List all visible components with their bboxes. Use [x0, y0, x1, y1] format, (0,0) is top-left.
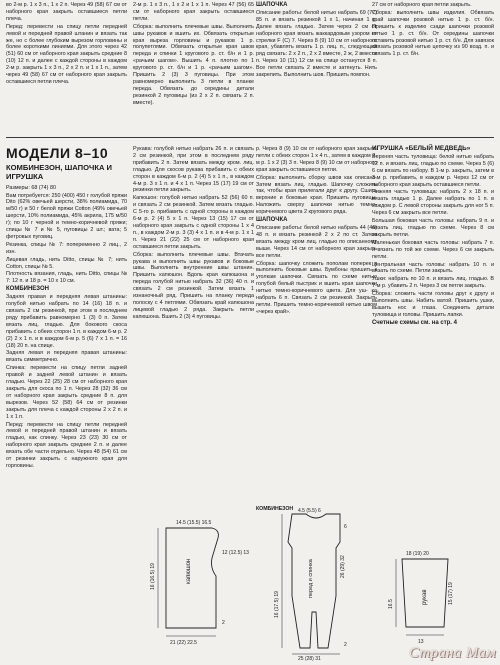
low-column-4	[372, 146, 494, 328]
hood-pattern-diagram	[140, 518, 250, 648]
hood-dimension: 14.5 (15.5) 16.5	[176, 520, 212, 526]
text-paragraph: Задняя левая и передняя правая штанины: вязать симметрично.	[6, 350, 127, 364]
section-heading: МОДЕЛИ 8–10	[6, 145, 109, 161]
body-dimension: 25 (28) 31	[298, 656, 321, 662]
low-column-3	[256, 146, 377, 317]
sleeve-dimension: 18 (19) 20	[406, 551, 429, 557]
text-paragraph: Описание работы: белой нитью набрать 69 (77) 85 п. и вязать резинкой 1 х 1, начиная 1 р. Далее вязать гладью. Затем через 2 см от наборного края вязать жаккардовым узором от стрелки F (С) 7. Через 8 (9) 10 см от наборного края, убавлять вязать 1 р. лиц. п., следующий ряд связать: 2 х 2 п., 2 х 2 вместе, 2 ж, 2 вместе п. Через 10 (11) 12 см на спице останутся 8 п. Все петли связать 2 вместе и затянуть. Нить закрепить. Выполнить шов. Пришить помпон.	[256, 9, 377, 79]
text-paragraph: Сборка: выполнить сборку швов как описано. Затем вязать лиц. гладью. Шапочку сложить так, чтобы края прилегали друг к другу. Сшить верхние и боковые края. Пришить пуговицы. Наложить сверху шапочки нитью темно-коричневого цвета 2 кругового ряда.	[256, 174, 377, 216]
hood-outline	[166, 528, 218, 628]
top-column-1	[6, 2, 127, 87]
section-divider	[6, 137, 494, 138]
section-subtitle: КОМБИНЕЗОН, ШАПОЧКА И ИГРУШКА	[6, 163, 113, 181]
body-dimension: 6	[344, 524, 347, 530]
section-label: ШАПОЧКА	[256, 2, 288, 8]
text-paragraph: Нижняя часть туловища: набрать 2 х 18 п. и вязать гладью 1 р. Далее набрать по 1 п. в каждом р. С левой стороны закрыть для ног 5 п. Через 6 см закрыть все петли.	[372, 189, 494, 217]
jumpsuit-pattern-diagram	[262, 508, 370, 662]
text-paragraph: Плотность вязания, гладь, нить Ditto, спицы № 7: 12 п. и 18 р. = 10 х 10 см.	[6, 271, 127, 285]
low-column-2	[133, 146, 254, 322]
top-column-2	[133, 2, 254, 108]
text-paragraph: Перед: перевести на спицу петли передней левой и передней правой штанин и вязать гладью, как спинку. Через 23 (23) 30 см от наборного края закрыть средние 2 п. и далее вязать обе части отдельно. Через 48 (54) 61 см от резинки закрыть с наружного края для горловины.	[6, 421, 127, 469]
section-label: КОМБИНЕЗОН	[6, 286, 49, 293]
site-watermark: Страна Мам	[408, 645, 496, 661]
body-dimension: 2	[344, 642, 347, 648]
text-paragraph: Спинка: перевести на спицу петли задней правой и задней левой штанин и вязать гладью. Через 22 (25) 28 см от наборного края закрыть для скоса по 1 п. Через 28 (32) 36 см от наборного края закрыть средние 8 п. для вырезов. Через 52 (58) 64 см от резинки закрыть для плеча с каждой стороны 2 х 2 п. и 1 х 1 п.	[6, 365, 127, 420]
text-paragraph: Перед: перевести на спицу петли передней левой и передней правой штанин и вязать так же, но с более глубоким вырезом горловины и более короткими линиями. Для этого через 42 (51) 60 см от наборного края закрыть средние 8 (10) 12 п. и далее с каждой стороны в каждом 2-м р. закрыть 1 х 3 п., 2 х 2 п. и 1 х 1 п., затем через 49 (58) 67 см от наборного края закрыть оставшиеся петли плеча.	[6, 23, 127, 85]
text-paragraph: Рукава: голубой нитью набрать 26 п. и связать 2 см резинкой, при этом в последнем ряду прибавить 2 п. Затем вязать между кром. лиц. гладью. Для скосов рукава прибавить с обеих сторон в каждом 6-м р. 2 (4) 5 х 1 п., в каждом 4-м р. 3 х 1 п. и 4 х 1 п. Через 15 (17) 19 см от резинки петли закрыть.	[133, 146, 254, 194]
text-paragraph: Верхняя часть туловища: белой нитью набрать 12 п. и вязать лиц. гладью по схеме. Через 5 (6) 6 см вязать по набору. В 1-м р. закрыть, затем в 3-м р. прибавить, в каждом р. Через 12 см от наборного края закрыть оставшиеся петли.	[372, 153, 494, 188]
sleeve-dimension: 13	[418, 639, 424, 645]
text-paragraph: Большая боковая часть головы: набрать 9 п. и вязать лиц. гладью по схеме. Через 8 см закрыть петли.	[372, 218, 494, 238]
text-paragraph: Размеры: 68 (74) 80	[6, 184, 56, 191]
hood-dimension: 16 (16.5) 19	[150, 563, 156, 590]
text-paragraph: 27 см от наборного края петли закрыть.	[372, 2, 472, 8]
text-paragraph: р. Через 8 (9) 10 см от наборного края закрыть петли с обеих сторон 1 х 4 п., затем в каждом 2-м р. 1 х 2 (3) 3 п. Через 8 (9) 10 см от наборного края закрыть оставшиеся петли.	[256, 146, 377, 173]
text-paragraph: Капюшон: голубой нитью набрать 52 (56) 60 п. и связать 2 см резинкой. Затем вязать гладью. С 5-го р. прибавить с одной стороны в каждом 6-м р. 2 (4) 5 х 1 п. Через 13 (15) 17 см от наборного края закрыть с одной стороны 1 х 4 п., в каждом 2-м р. 3 (3) 4 х 1 п. и в 4-м р. 1 х 1 п. Через 21 (22) 25 см от наборного края оставшиеся петли закрыть.	[133, 195, 254, 250]
top-column-3	[256, 2, 377, 80]
hood-label: капюшон	[186, 558, 192, 584]
text-paragraph: Сборка: шапочку сложить пополам поперек и выполнить боковые швы. Бумбоны пришить к уголкам шапочки. Связать по схеме нитью голубой белый пыстрик и вшить края шапочки нитью темно-коричневого цвета. Для уш- ка набрать 6 п. Связать 2 см резинкой. Закрыть петли. Пришить темно-коричневой нитью швом «через край».	[256, 260, 377, 315]
low-column-1	[6, 146, 127, 471]
text-paragraph: Сборка: выполнить плечевые швы. Втачать рукава и выполнить швы рукавов и боковые швы. Выполнить внутренние швы штанин. Пришить капюшон. Вдоль края капюшона и переда голубой нитью набрать 32 (36) 40 п. и связать 2 см резинкой. Затем вязать 1 изнаночный ряд. Пришить на планку переда полоску с 4 петлями. Обвязать край капюшона лицевой гладью 2 ряда. Закрыть петли капюшона. Вшить 2 (3) 4 пуговицы.	[133, 251, 254, 320]
diagram-caption: КОМБИНЕЗОН	[256, 506, 294, 512]
text-paragraph: Сборка: сложить части головы друг к другу и выполнить швы. Набить ватой. Пришить ушки, вышить нос и глаза. Соединить детали туловища и головы. Пришить лапки.	[372, 291, 494, 318]
text-paragraph: Сборка: выполнить плечевые швы. Выполнить швы рукавов и вшить их. Обвязать открытые края выреза горловины и рукавов 1 р. полупетлями. Обвязать открытые края швов переда и спинки 1 кругового р. ст. б/н и 1 р. «рачьим шагом». Вышить 4 п. плотно по 1 кругового р. ст. б/н и 1 р. «рачьим шагом». Пришить 2 (3) 3 пуговицы. При этом равномерно выполнить 3 петли в планке переда. Обвязать до середины детали резинкой 2 пуговицы (из 2 х 2 п. связать 2 п. вместе).	[133, 23, 254, 106]
section-label: ШАПОЧКА	[256, 217, 288, 224]
sleeve-dimension: 16.5	[388, 599, 394, 609]
text-paragraph: Сборка: выполнить швы изделия. Обвязать край шапочки розовой нитью 1 р. ст. б/н. Пришить к изделию сзади шапочки розовой нитью 1 р. ст. б/н. От середины шапочки оставить розовой нитью 1 р. ст. б/н. Для завязок связать розовой нитью цепочку из 90 возд. п. и связать 1 р. ст. б/н.	[372, 9, 494, 58]
text-paragraph: Маленькая боковая часть головы: набрать 7 п. и вязать по той же схеме. Через 6 см закрыть петли.	[372, 239, 494, 260]
top-column-4	[372, 2, 494, 59]
sleeve-dimension: 15 (17) 19	[448, 582, 454, 605]
text-paragraph: Задняя правая и передняя левая штанины: голубой нитью набрать по 14 (16) 18 п. и связать 2 см резинкой, при этом в последнем ряду прибавить равномерно 1 (3) 0 п. Затем вязать лиц. гладью. Для бокового скоса прибавить с обеих сторон 1 п. в каждом 6-м р. 2 (2) 2 х 1 п. и в каждом 6-м р. 5 (6) 7 х 1 п. = 16 (18) 20 п. на спице.	[6, 294, 127, 349]
jumpsuit-outline	[288, 514, 340, 648]
hood-dimension: 2	[222, 620, 225, 626]
text-paragraph: Вам потребуется: 250 (400) 450 г голубой пряжи Dito (62% овечьей шерсти, 38% полиамида, 70 м/50 г) и 50 г белой пряжи Cotton (49% овечьей шерсти, 10% полиамида, 45% акрила, 175 м/50 г); по 10 г черной и темно-коричневой пряжи; спицы № 7 и № 5, пуговицы 2 шт.; вата; 5 фетровых пуговиц.	[6, 192, 127, 240]
body-dimension: 16 (17.5) 19	[274, 591, 280, 618]
text-paragraph: Лицевая гладь, нить Ditto, спицы № 7; нить Cotton, спицы № 5.	[6, 256, 127, 270]
text-paragraph: 2-м р. 1 х 3 п., 1 х 2 и 1 х 1 п. Через 47 (56) 65 см от наборного края закрыть оставшиеся петли.	[133, 2, 254, 22]
text-paragraph: во 2-м р. 1 х 3 п., 1 х 2 п. Через 49 (58) 67 см от наборного края закрыть оставшиеся петли плеча.	[6, 2, 127, 22]
hood-dimension: 21 (22) 22.5	[170, 640, 197, 646]
body-dimension: 4.5 (5.5) 6	[298, 508, 321, 514]
hood-dimension: 12 (12.5) 13	[222, 550, 249, 556]
sleeve-label: рукав	[422, 589, 428, 605]
schemes-note: Счетные схемы см. на стр. 4	[372, 319, 457, 326]
sleeve-pattern-diagram	[388, 545, 464, 645]
front-back-label: перед и спинка	[308, 559, 314, 598]
text-paragraph: Описание работы: белой нитью набрать 44 (46) 48 п. и вязать резинкой 2 х 2 по ст. Затем вязать между кром лиц. гладью по описанному выше. Через 14 см от наборного края закрыть все петли.	[256, 224, 377, 259]
toy-title: ИГРУШКА «БЕЛЫЙ МЕДВЕДЬ»	[372, 145, 471, 152]
text-paragraph: Центральная часть головы: набрать 10 п. и вязать по схеме. Петли закрыть.	[372, 261, 494, 275]
text-paragraph: Ушки: набрать по 10 п. и вязать лиц. гладью. В 7-м р. убавить 2 п. Через 3 см петли закрыть.	[372, 276, 494, 290]
text-paragraph: Резинка, спицы № 7: попеременно 2 лиц., 2 изн.	[6, 241, 127, 255]
body-dimension: 26 (29) 32	[340, 555, 346, 578]
